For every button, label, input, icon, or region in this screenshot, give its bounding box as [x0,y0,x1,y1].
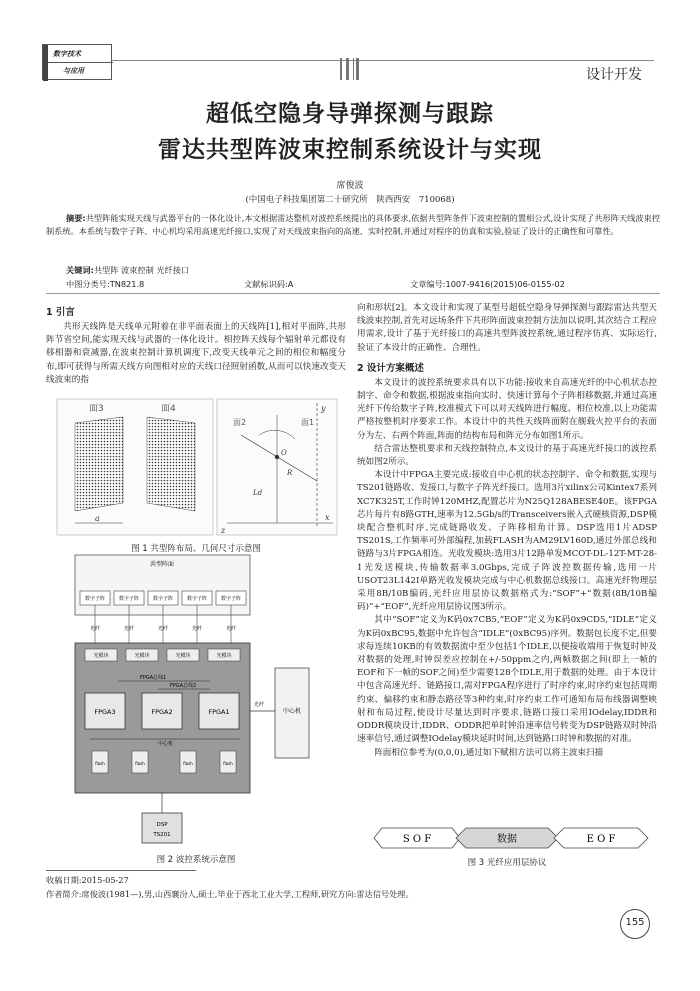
face-4-label: 面4 [161,404,176,414]
dsp-label-1: DSP [156,822,168,828]
fpga-3-label: FPGA3 [94,708,116,716]
section-2-paragraph-5: 阵面相位参考为(0,0,0),通过如下赋相方法可以将主波束扫描 [374,747,604,758]
subarray-label: 数字子阵 [84,596,106,602]
section-1 [46,299,346,387]
fpga-2-label: FPGA2 [151,708,173,716]
flash-label: flash [223,761,233,766]
data-label: 数据 [497,834,517,845]
y-axis-label: y [321,404,326,413]
section-2-paragraph-4: 其中“SOF”定义为K码0x7CB5,“EOF”定义为K码0x9CD5,“IDLE”定义为K码0xBC95,数据中允许包含“IDLE”(0xBC95)序列。数据包长度不定,但要求每连续10KB的有效数据流中至少包括1个IDLE,以便接收端用于恢复时钟及对数据的处理,时钟误差应控制在+/-50ppm之内,两帧数据之间(即上一帧的EOF和下一帧的SOF之间)至少需要128个IDLE,用于数据的处理。由于本设计中包含高速光纤、链路接口,需对FPGA程序进行了时序约束,时序约束包括周期约束、偏移约束和静态路径等3种约束,时序约束工作可通知布局布线器调整映射和布局过程,使设计尽量达到时序要求,链路口接口采用IOdelay,IDDR和ODDR模块设计,IDDR、ODDR把单时钟沿速率信号转变为DSP链路双时钟沿速率信号,通过调整IOdelay模块延时时间,达到链路口时钟和数据的对准。 [357,615,657,745]
fiber-label: 光纤 [158,626,169,632]
radius-label: R [287,469,293,477]
header-rule [112,60,654,61]
header-bar-4 [356,58,359,80]
figure-3-caption: 图 3 光纤应用层协议 [467,858,547,868]
origin-label: O [281,449,287,457]
flash-label: flash [135,761,145,766]
face-3-array [75,417,123,511]
dimension-a-label: a [95,514,100,523]
section-1-paragraph-2: 向和形状[2]。本文设计和实现了某型号超低空隐身导弹探测与跟踪雷达共型天线波束控制,首先对远场条件下共形阵面波束控制方法加以说明,其次结合工程应用需求,设计了基于光纤接口的高速共型阵波控系统,通过程序仿真、实际运行,验证了本设计的正确性、合理性。 [357,303,657,353]
section-2-paragraph-2: 结合雷达整机要求和天线控制特点,本文设计的基于高速光纤接口的波控系统如图2所示。 [357,443,657,468]
face-3-label: 面3 [89,404,104,414]
optical-module-label: 光模块 [216,653,232,659]
central-fiber-label: 光纤 [254,702,265,708]
figure-1-caption: 图 1 共型阵布局、几何尺寸示意图 [131,544,261,554]
abstract-text: 共型阵能实现天线与武器平台的一体化设计,本文根据雷达整机对波控系统提出的具体要求,依据共型阵条件下波束控制的置相公式,设计实现了共形阵天线波束控制系统。本系统与数字子阵、中心机均采用高速光纤接口,实现了对天线波束指向的高速、实时控制,并通过对程序的仿真和实验,验证了设计的正确性和可靠性。 [46,213,661,236]
header-bar-1 [340,58,342,80]
flash-label: flash [95,761,105,766]
fpga-1-label: FPGA1 [208,708,230,716]
array-face-label: 共型阵面 [149,561,175,568]
fiber-label: 光纤 [226,626,237,632]
footer-rule [46,870,196,871]
section-label: 设计开发 [586,67,642,83]
section-2-heading: 2 设计方案概述 [357,362,424,374]
received-date: 收稿日期:2015-05-27 [46,875,129,885]
right-column [357,302,657,760]
author-bio: 作者简介:席俊波(1981—),男,山西襄汾人,硕士,毕业于西北工业大学,工程师,研究方向:雷达信号处理。 [46,889,414,899]
sof-label: S O F [402,834,432,845]
abstract-rule [46,293,660,294]
document-code: 文献标识码:A [244,279,294,289]
z-axis-label: z [221,526,226,535]
journal-logo [42,44,112,80]
journal-name-line2: 与应用 [63,67,84,75]
optical-module-label: 光模块 [134,653,150,659]
keywords-label: 关键词: [66,265,94,275]
clc-number: 中图分类号:TN821.8 [66,279,145,289]
optical-module-label: 光模块 [93,653,109,659]
subarray-label: 数字子阵 [220,596,242,602]
abstract-label: 摘要: [66,213,86,223]
section-1-paragraph-1: 共形天线阵是天线单元附着在非平面表面上的天线阵[1],相对平面阵,共形阵节省空间,能实现天线与武器的一体化设计。相控阵天线每个辐射单元都设有移相器和衰减器,在波束控制计算机调度下,改变天线单元之间的相位和幅度分布,即可获得与所需天线方向图相对应的天线口径照射函数,从而可以快速改变天线波束的指 [46,322,346,385]
subarray-label: 数字子阵 [186,596,208,602]
figure-2 [70,553,330,848]
eof-label: E O F [586,834,616,845]
header-bar-2 [346,58,349,80]
journal-name-line1: 数字技术 [53,50,81,58]
ld-label: Ld [253,489,263,497]
keywords-text: 共型阵 波束控制 光纤接口 [93,265,190,275]
fiber-label: 光纤 [192,626,203,632]
header-bar-3 [353,58,354,80]
fiber-label: 光纤 [124,626,135,632]
figure-3 [372,826,650,850]
face-1-label: 面1 [301,418,315,427]
internal-bus-label: 中心机 [158,741,174,747]
central-unit-label: 中心机 [282,708,302,715]
affiliation: (中国电子科技集团第二十研究所 陕西西安 710068) [245,195,455,205]
page-number: 155 [625,917,645,928]
link-label-2: FPGA总线2 [170,683,197,689]
article-number: 文章编号:1007-9416(2015)06-0155-02 [410,279,565,289]
face-4-array [147,417,195,511]
x-axis-label: x [325,513,330,522]
subarray-row [80,591,246,605]
section-2-paragraph-1: 本文设计的波控系统要求具有以下功能:接收来自高速光纤的中心机状态控制字、命令和数据,根据波束指向实时、快速计算每个子阵相移数据,并通过高速光纤下传给数字子阵,校准模式下可以对天线阵进行幅度、相位校准,以上功能需严格按整机时序要求工作。本设计中的共性天线阵面附在舰载火控平台的表面分为左、右两个阵面,阵面的结构布局和阵元分布如图1所示。 [357,377,657,441]
origin-point [275,455,279,459]
subarray-label: 数字子阵 [152,596,174,602]
abstract [46,212,660,238]
author: 席俊波 [336,181,364,191]
figure-2-caption: 图 2 波控系统示意图 [156,855,236,865]
section-1-heading: 1 引言 [46,307,75,318]
title-line1: 超低空隐身导弹探测与跟踪 [206,101,494,127]
subarray-label: 数字子阵 [118,596,140,602]
keywords [66,265,189,276]
face-2-label: 面2 [233,418,247,427]
title-line2: 雷达共型阵波束控制系统设计与实现 [158,137,542,163]
flash-label: flash [183,761,193,766]
figure-1 [55,395,340,540]
dsp-box [142,813,182,843]
section-2-paragraph-3: 本设计中FPGA主要完成:接收自中心机的状态控制字、命令和数据,实现与TS201链路收、发接口,与数字子阵光纤接口。选用3片xilinx公司Kintex7系列XC7K325T,工作时钟120MHZ,配置芯片为N25Q128ABESE40E。该FPGA芯片每片有8路GTH,速率为12.5Gb/s的Transceivers嵌入式硬核资源,DSP模块配合整机时序,完成链路收发、子阵移相角计算。DSP选用1片ADSP TS201S,工作频率可外部编程,加载FLASH为AM29LV160D,通过外部总线和链路与3片FPGA相连。光收发模块:选用3片12路单发MCOT-DL-12T-MT-28-1光发送模块,传输数据率3.0Gbps,完成子阵波控数据传输,选用一片USOT23L142I单路光收发模块完成与中心机数据总线接口。高速光纤物理层采用8B/10B编码,光纤应用层协议数据格式为:“SOF”+“数据(8B/10B编码)”+“EOF”,光纤应用层协议图3所示。 [357,470,657,613]
optical-module-label: 光模块 [175,653,191,659]
link-label-1: FPGA总线1 [140,675,167,681]
fiber-label: 光纤 [90,626,101,632]
dsp-label-2: TS201 [153,832,171,838]
